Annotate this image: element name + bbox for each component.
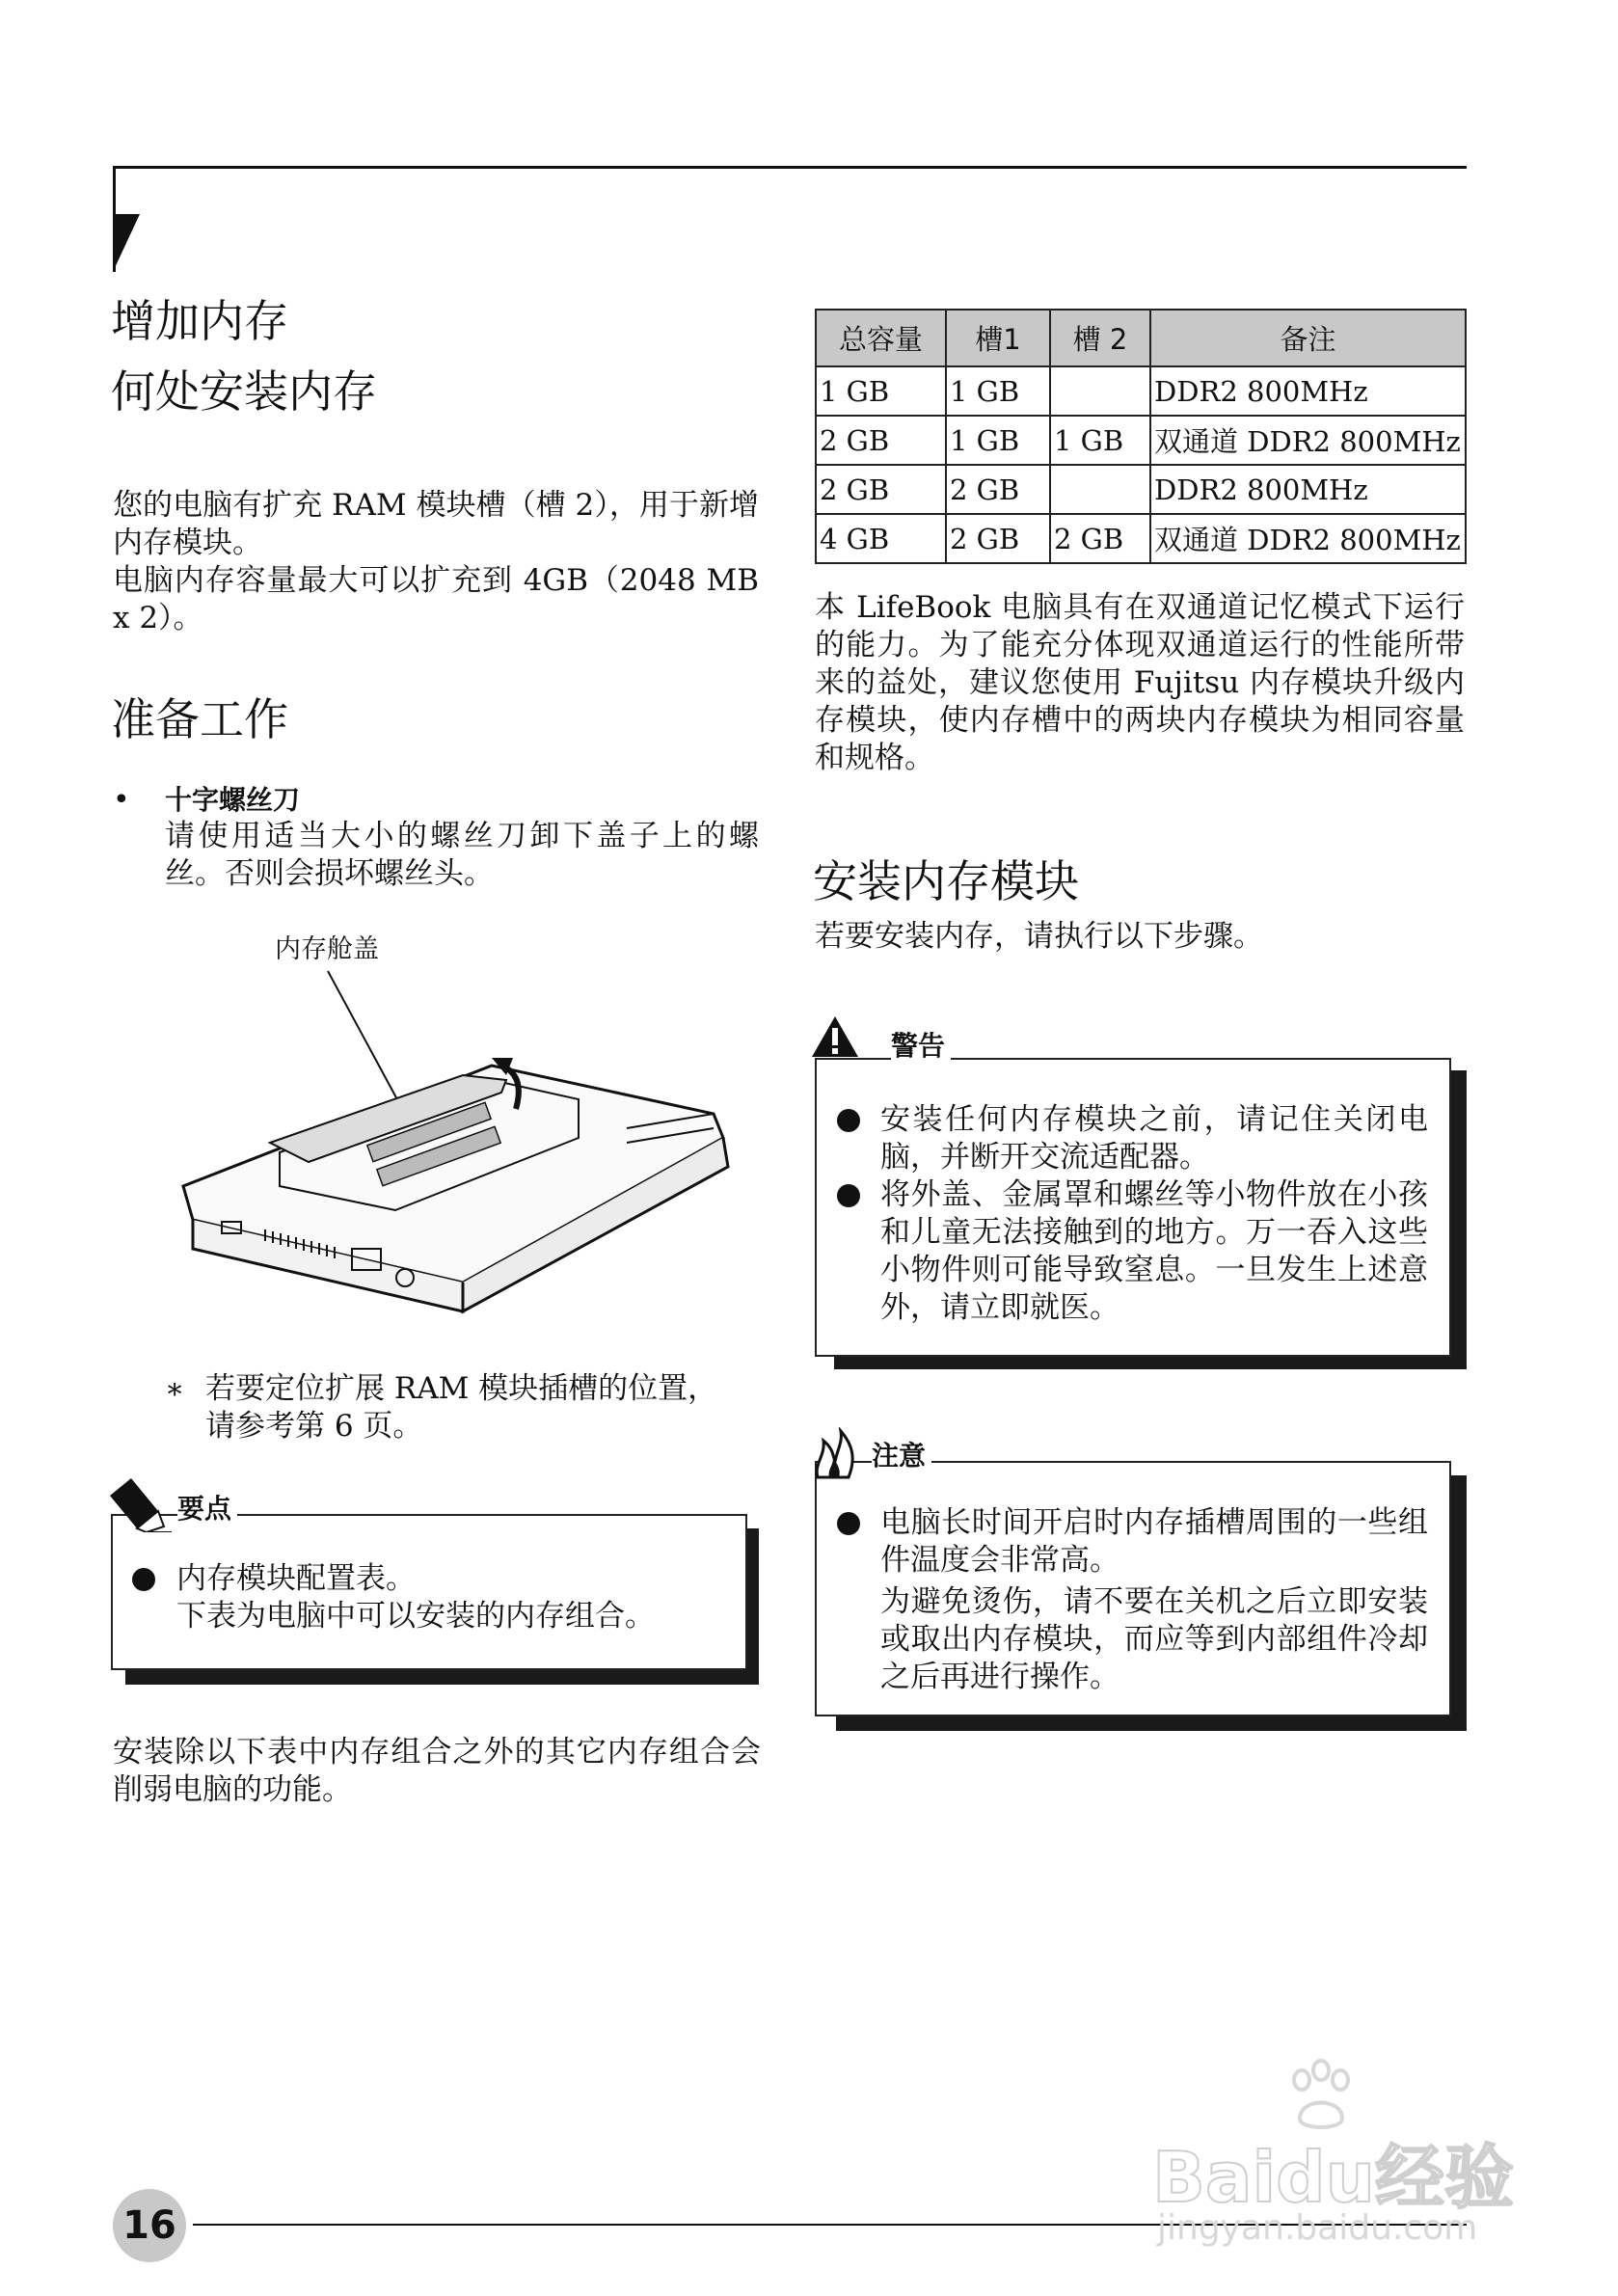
prep-item-text: 请使用适当大小的螺丝刀卸下盖子上的螺丝。否则会损坏螺丝头。 xyxy=(165,819,759,891)
table-cell: 1 GB xyxy=(816,366,946,416)
table-row xyxy=(816,465,1466,514)
keypoint-line-1: 内存模块配置表。 xyxy=(176,1561,416,1596)
figure-label: 内存舱盖 xyxy=(275,934,379,964)
watermark-brand: Baidu经验 xyxy=(1152,2137,1514,2218)
pencil-icon xyxy=(104,1472,172,1532)
warning-triangle-icon xyxy=(810,1014,860,1059)
table-cell: 2 GB xyxy=(946,514,1050,563)
table-cell: 1 GB xyxy=(946,366,1050,416)
prep-item-title: 十字螺丝刀 xyxy=(165,784,301,816)
keypoint-line-2: 下表为电脑中可以安装的内存组合。 xyxy=(176,1599,655,1634)
table-row xyxy=(816,416,1466,465)
dual-channel-paragraph: 本 LifeBook 电脑具有在双通道记忆模式下运行的能力。为了能充分体现双通道运行的性能所带来的益处，建议您使用 Fujitsu 内存模块升级内存模块，使内存槽中的两块内存模块为相同容量和规格。 xyxy=(815,590,1465,775)
table-cell: 2 GB xyxy=(816,465,946,514)
table-cell xyxy=(1050,465,1150,514)
table-header-row xyxy=(816,310,1466,366)
table-cell: 1 GB xyxy=(946,416,1050,465)
table-cell: 2 GB xyxy=(1050,514,1150,563)
footnote-line-1: 若要定位扩展 RAM 模块插槽的位置， xyxy=(205,1371,718,1406)
section-title-location: 何处安装内存 xyxy=(111,365,377,418)
caution-item-2: 为避免烫伤，请不要在关机之后立即安装或取出内存模块，而应等到内部组件冷却之后再进行操作。 xyxy=(880,1584,1428,1694)
intro-paragraph xyxy=(113,487,759,637)
col-slot2: 槽 2 xyxy=(1050,310,1150,366)
table-cell xyxy=(1050,366,1150,416)
page-number: 16 xyxy=(122,2203,176,2248)
warning-bullet-icon xyxy=(837,1109,860,1132)
section-title-prep: 准备工作 xyxy=(111,693,288,745)
table-cell: 1 GB xyxy=(1050,416,1150,465)
footnote-mark: ∗ xyxy=(165,1372,185,1406)
caution-flame-icon xyxy=(812,1427,860,1481)
warning-item-2: 将外盖、金属罩和螺丝等小物件放在小孩和儿童无法接触到的地方。万一吞入这些小物件则可能导致窒息。一旦发生上述意外，请立即就医。 xyxy=(880,1177,1428,1325)
table-row xyxy=(816,366,1466,416)
caution-label: 注意 xyxy=(872,1440,931,1472)
table-cell: 4 GB xyxy=(816,514,946,563)
table-cell: 双通道 DDR2 800MHz xyxy=(1150,416,1466,465)
warning-label: 警告 xyxy=(891,1030,951,1063)
header-rule xyxy=(113,166,1467,169)
caution-item-1: 电脑长时间开启时内存插槽周围的一些组件温度会非常高。 xyxy=(880,1505,1428,1578)
corner-marker-icon xyxy=(113,214,142,274)
col-notes: 备注 xyxy=(1150,310,1466,366)
warning-item-1: 安装任何内存模块之前，请记住关闭电脑，并断开交流适配器。 xyxy=(880,1102,1428,1175)
prep-bullet: • xyxy=(113,783,130,817)
table-cell: DDR2 800MHz xyxy=(1150,366,1466,416)
warning-bullet-icon xyxy=(837,1184,860,1207)
memory-config-table xyxy=(815,309,1467,564)
table-row xyxy=(816,514,1466,563)
table-cell: 双通道 DDR2 800MHz xyxy=(1150,514,1466,563)
intro-text-1: 您的电脑有扩充 RAM 模块槽（槽 2），用于新增内存模块。 xyxy=(113,488,759,560)
page-title: 增加内存 xyxy=(111,295,288,347)
col-total: 总容量 xyxy=(816,310,946,366)
keypoint-label: 要点 xyxy=(177,1493,237,1526)
watermark-url: jingyan.baidu.com xyxy=(1157,2208,1478,2248)
bottom-warning-text: 安装除以下表中内存组合之外的其它内存组合会削弱电脑的功能。 xyxy=(113,1735,761,1807)
footnote-line-2: 请参考第 6 页。 xyxy=(205,1409,423,1444)
table-cell: DDR2 800MHz xyxy=(1150,465,1466,514)
intro-text-2: 电脑内存容量最大可以扩充到 4GB（2048 MB x 2）。 xyxy=(113,563,759,635)
col-slot1: 槽1 xyxy=(946,310,1050,366)
install-intro: 若要安装内存，请执行以下步骤。 xyxy=(815,919,1263,954)
laptop-illustration xyxy=(174,969,733,1336)
table-cell: 2 GB xyxy=(816,416,946,465)
keypoint-bullet-icon xyxy=(132,1568,155,1591)
section-title-install: 安装内存模块 xyxy=(813,855,1079,907)
table-cell: 2 GB xyxy=(946,465,1050,514)
caution-bullet-icon xyxy=(837,1512,860,1535)
